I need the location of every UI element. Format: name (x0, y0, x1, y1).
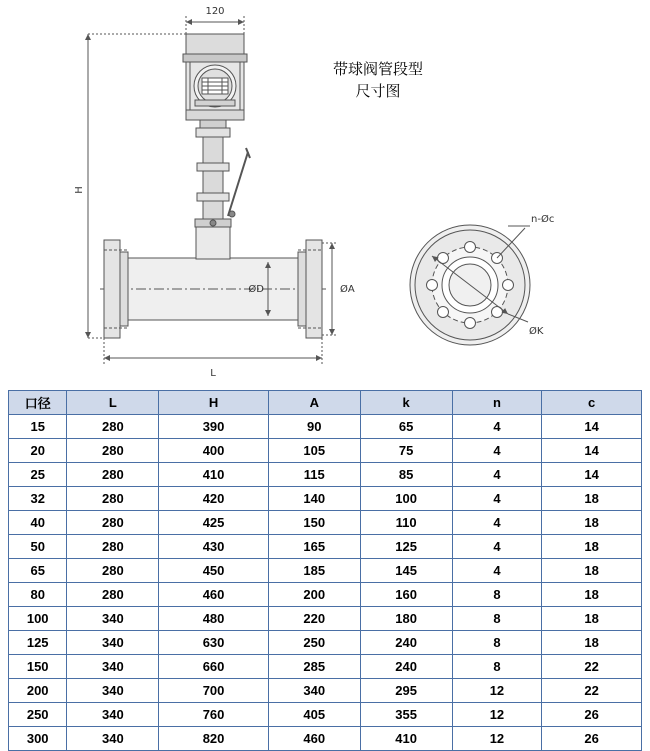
table-cell: 630 (159, 631, 269, 655)
table-cell: 280 (67, 535, 159, 559)
table-cell: 285 (268, 655, 360, 679)
table-cell: 280 (67, 439, 159, 463)
table-cell: 65 (9, 559, 67, 583)
table-cell: 18 (542, 487, 642, 511)
table-cell: 4 (452, 559, 542, 583)
table-cell: 4 (452, 439, 542, 463)
table-header-cell: c (542, 391, 642, 415)
table-cell: 340 (67, 607, 159, 631)
table-cell: 200 (268, 583, 360, 607)
table-row (9, 439, 642, 463)
table-header-cell: H (159, 391, 269, 415)
table-cell: 165 (268, 535, 360, 559)
table-cell: 20 (9, 439, 67, 463)
table-cell: 140 (268, 487, 360, 511)
table-cell: 700 (159, 679, 269, 703)
table-row (9, 703, 642, 727)
table-cell: 4 (452, 511, 542, 535)
table-cell: 8 (452, 607, 542, 631)
table-cell: 760 (159, 703, 269, 727)
table-cell: 8 (452, 583, 542, 607)
table-cell: 15 (9, 415, 67, 439)
table-header-cell: k (360, 391, 452, 415)
table-header-cell: n (452, 391, 542, 415)
table-cell: 280 (67, 511, 159, 535)
table-cell: 240 (360, 631, 452, 655)
label-n-Oc: n-Øc (531, 214, 555, 225)
table-cell: 340 (268, 679, 360, 703)
table-cell: 22 (542, 679, 642, 703)
table-cell: 820 (159, 727, 269, 751)
table-cell: 340 (67, 727, 159, 751)
table-cell: 355 (360, 703, 452, 727)
table-cell: 480 (159, 607, 269, 631)
table-cell: 410 (360, 727, 452, 751)
table-cell: 100 (9, 607, 67, 631)
drawing-title-line2: 尺寸图 (355, 82, 401, 100)
table-cell: 12 (452, 703, 542, 727)
table-cell: 405 (268, 703, 360, 727)
table-cell: 75 (360, 439, 452, 463)
table-row (9, 631, 642, 655)
table-cell: 4 (452, 487, 542, 511)
table-cell: 160 (360, 583, 452, 607)
table-row (9, 655, 642, 679)
label-H: H (74, 186, 85, 194)
table-header-cell: A (268, 391, 360, 415)
table-cell: 105 (268, 439, 360, 463)
table-cell: 25 (9, 463, 67, 487)
table-cell: 280 (67, 583, 159, 607)
table-row (9, 511, 642, 535)
table-cell: 125 (360, 535, 452, 559)
table-cell: 340 (67, 631, 159, 655)
table-row (9, 607, 642, 631)
drawing-title-line1: 带球阀管段型 (332, 60, 423, 78)
table-cell: 50 (9, 535, 67, 559)
table-cell: 115 (268, 463, 360, 487)
table-row (9, 583, 642, 607)
table-cell: 22 (542, 655, 642, 679)
table-cell: 185 (268, 559, 360, 583)
table-cell: 18 (542, 583, 642, 607)
table-cell: 40 (9, 511, 67, 535)
table-cell: 295 (360, 679, 452, 703)
table-cell: 420 (159, 487, 269, 511)
table-body (9, 415, 642, 751)
label-A: ØA (340, 284, 355, 295)
table-cell: 300 (9, 727, 67, 751)
table-cell: 450 (159, 559, 269, 583)
table-cell: 250 (9, 703, 67, 727)
table-cell: 14 (542, 463, 642, 487)
table-cell: 400 (159, 439, 269, 463)
table-cell: 280 (67, 487, 159, 511)
table-cell: 18 (542, 511, 642, 535)
table-cell: 14 (542, 415, 642, 439)
table-cell: 410 (159, 463, 269, 487)
table-cell: 26 (542, 727, 642, 751)
table-cell: 65 (360, 415, 452, 439)
table-cell: 280 (67, 463, 159, 487)
table-cell: 4 (452, 463, 542, 487)
table-row (9, 487, 642, 511)
table-cell: 85 (360, 463, 452, 487)
table-cell: 240 (360, 655, 452, 679)
table-cell: 460 (159, 583, 269, 607)
table-cell: 26 (542, 703, 642, 727)
table-cell: 12 (452, 727, 542, 751)
table-cell: 340 (67, 679, 159, 703)
table-header-cell: 口径 (9, 391, 67, 415)
table-cell: 200 (9, 679, 67, 703)
table-row (9, 463, 642, 487)
table-cell: 125 (9, 631, 67, 655)
dimension-table (8, 390, 642, 751)
table-cell: 430 (159, 535, 269, 559)
table-cell: 180 (360, 607, 452, 631)
table-cell: 18 (542, 631, 642, 655)
table-cell: 460 (268, 727, 360, 751)
table-cell: 250 (268, 631, 360, 655)
table-cell: 18 (542, 559, 642, 583)
table-row (9, 727, 642, 751)
table-row (9, 559, 642, 583)
table-cell: 220 (268, 607, 360, 631)
label-D: ØD (248, 284, 264, 295)
table-cell: 18 (542, 607, 642, 631)
table-header-row (9, 391, 642, 415)
table-cell: 90 (268, 415, 360, 439)
table-cell: 425 (159, 511, 269, 535)
table-row (9, 535, 642, 559)
table-cell: 340 (67, 655, 159, 679)
table-cell: 390 (159, 415, 269, 439)
table-cell: 145 (360, 559, 452, 583)
table-cell: 8 (452, 655, 542, 679)
label-L: L (210, 368, 216, 379)
label-OK: ØK (529, 326, 544, 337)
table-cell: 110 (360, 511, 452, 535)
table-cell: 12 (452, 679, 542, 703)
table-cell: 280 (67, 415, 159, 439)
table-cell: 80 (9, 583, 67, 607)
table-cell: 18 (542, 535, 642, 559)
table-row (9, 415, 642, 439)
table-header-cell: L (67, 391, 159, 415)
table-cell: 150 (268, 511, 360, 535)
table-row (9, 679, 642, 703)
label-top-width: 120 (205, 6, 225, 17)
table-cell: 150 (9, 655, 67, 679)
table-cell: 100 (360, 487, 452, 511)
table-cell: 4 (452, 535, 542, 559)
table-cell: 660 (159, 655, 269, 679)
table-cell: 4 (452, 415, 542, 439)
drawing-title (288, 58, 468, 102)
table-cell: 8 (452, 631, 542, 655)
table-cell: 14 (542, 439, 642, 463)
table-cell: 32 (9, 487, 67, 511)
table-cell: 280 (67, 559, 159, 583)
table-cell: 340 (67, 703, 159, 727)
